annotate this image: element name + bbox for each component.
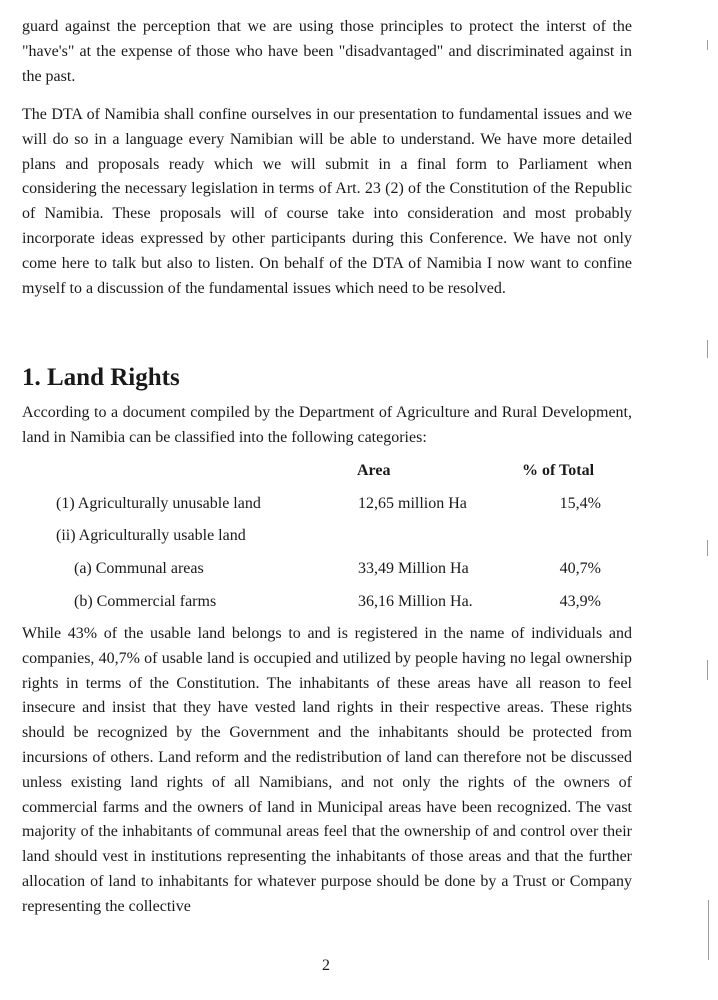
row-label: (1) Agriculturally unusable land (56, 495, 261, 512)
row-area: 12,65 million Ha (358, 495, 467, 512)
scan-mark (707, 660, 708, 680)
row-label: (ii) Agriculturally usable land (56, 527, 246, 544)
land-classification-intro: According to a document compiled by the Department of Agriculture and Rural Development, land in Namibia can be classified into the following categories: (22, 404, 632, 446)
dta-paragraph: The DTA of Namibia shall confine ourselves in our presentation to fundamental issues and we will do so in a language every Namibian will be able to understand. We have more detailed plans and proposals ready which we will submit in a final form to Parliament when considering the necessary legislation in terms of Art. 23 (2) of the Constitution of the Republic of Namibia. These proposals will of course take into consideration and most probably incorporate ideas expressed by other participants during this Conference. We have not only come here to talk but also to listen. On behalf of the DTA of Namibia I now want to confine myself to a discussion of the fundamental issues which need to be resolved. (22, 106, 632, 297)
row-percent: 43,9% (559, 593, 601, 610)
scan-mark (707, 340, 708, 358)
table-header-percent: % of Total (522, 462, 595, 479)
table-row (0, 524, 718, 548)
row-area: 33,49 Million Ha (358, 560, 469, 577)
table-row (0, 492, 718, 516)
row-label: (a) Communal areas (74, 560, 204, 577)
page-number: 2 (322, 957, 330, 974)
land-rights-paragraph: While 43% of the usable land belongs to and is registered in the name of individuals and companies, 40,7% of usable land is occupied and utilized by people having no legal ownership rights in terms of the Constitution. The inhabitants of these areas have all reason to feel insecure and insist that they have vested land rights in their respective areas. These rights should be recognized by the Government and the inhabitants should be protected from incursions of others. Land reform and the redistribution of land can therefore not be discussed unless existing land rights of all Namibians, and not only the rights of the owners of commercial farms and the owners of land in Municipal areas have been recognized. The vast majority of the inhabitants of communal areas feel that the ownership of and control over their land should vest in institutions representing the inhabitants of those areas and that the further allocation of land to inhabitants for whatever purpose should be done by a Trust or Company representing the collective (22, 625, 632, 915)
table-header-area: Area (357, 462, 391, 479)
row-percent: 40,7% (559, 560, 601, 577)
row-percent: 15,4% (559, 495, 601, 512)
table-row (0, 557, 718, 581)
scan-mark (708, 900, 709, 960)
scan-mark (707, 540, 708, 556)
row-area: 36,16 Million Ha. (358, 593, 473, 610)
row-label: (b) Commercial farms (74, 593, 217, 610)
scan-mark (707, 40, 708, 50)
table-row (0, 590, 718, 614)
intro-paragraph: guard against the perception that we are using those principles to protect the interst of the "have's" at the expense of those who have been "disadvantaged" and discriminated against in the past. (22, 18, 632, 85)
section-heading: 1. Land Rights (22, 364, 180, 391)
